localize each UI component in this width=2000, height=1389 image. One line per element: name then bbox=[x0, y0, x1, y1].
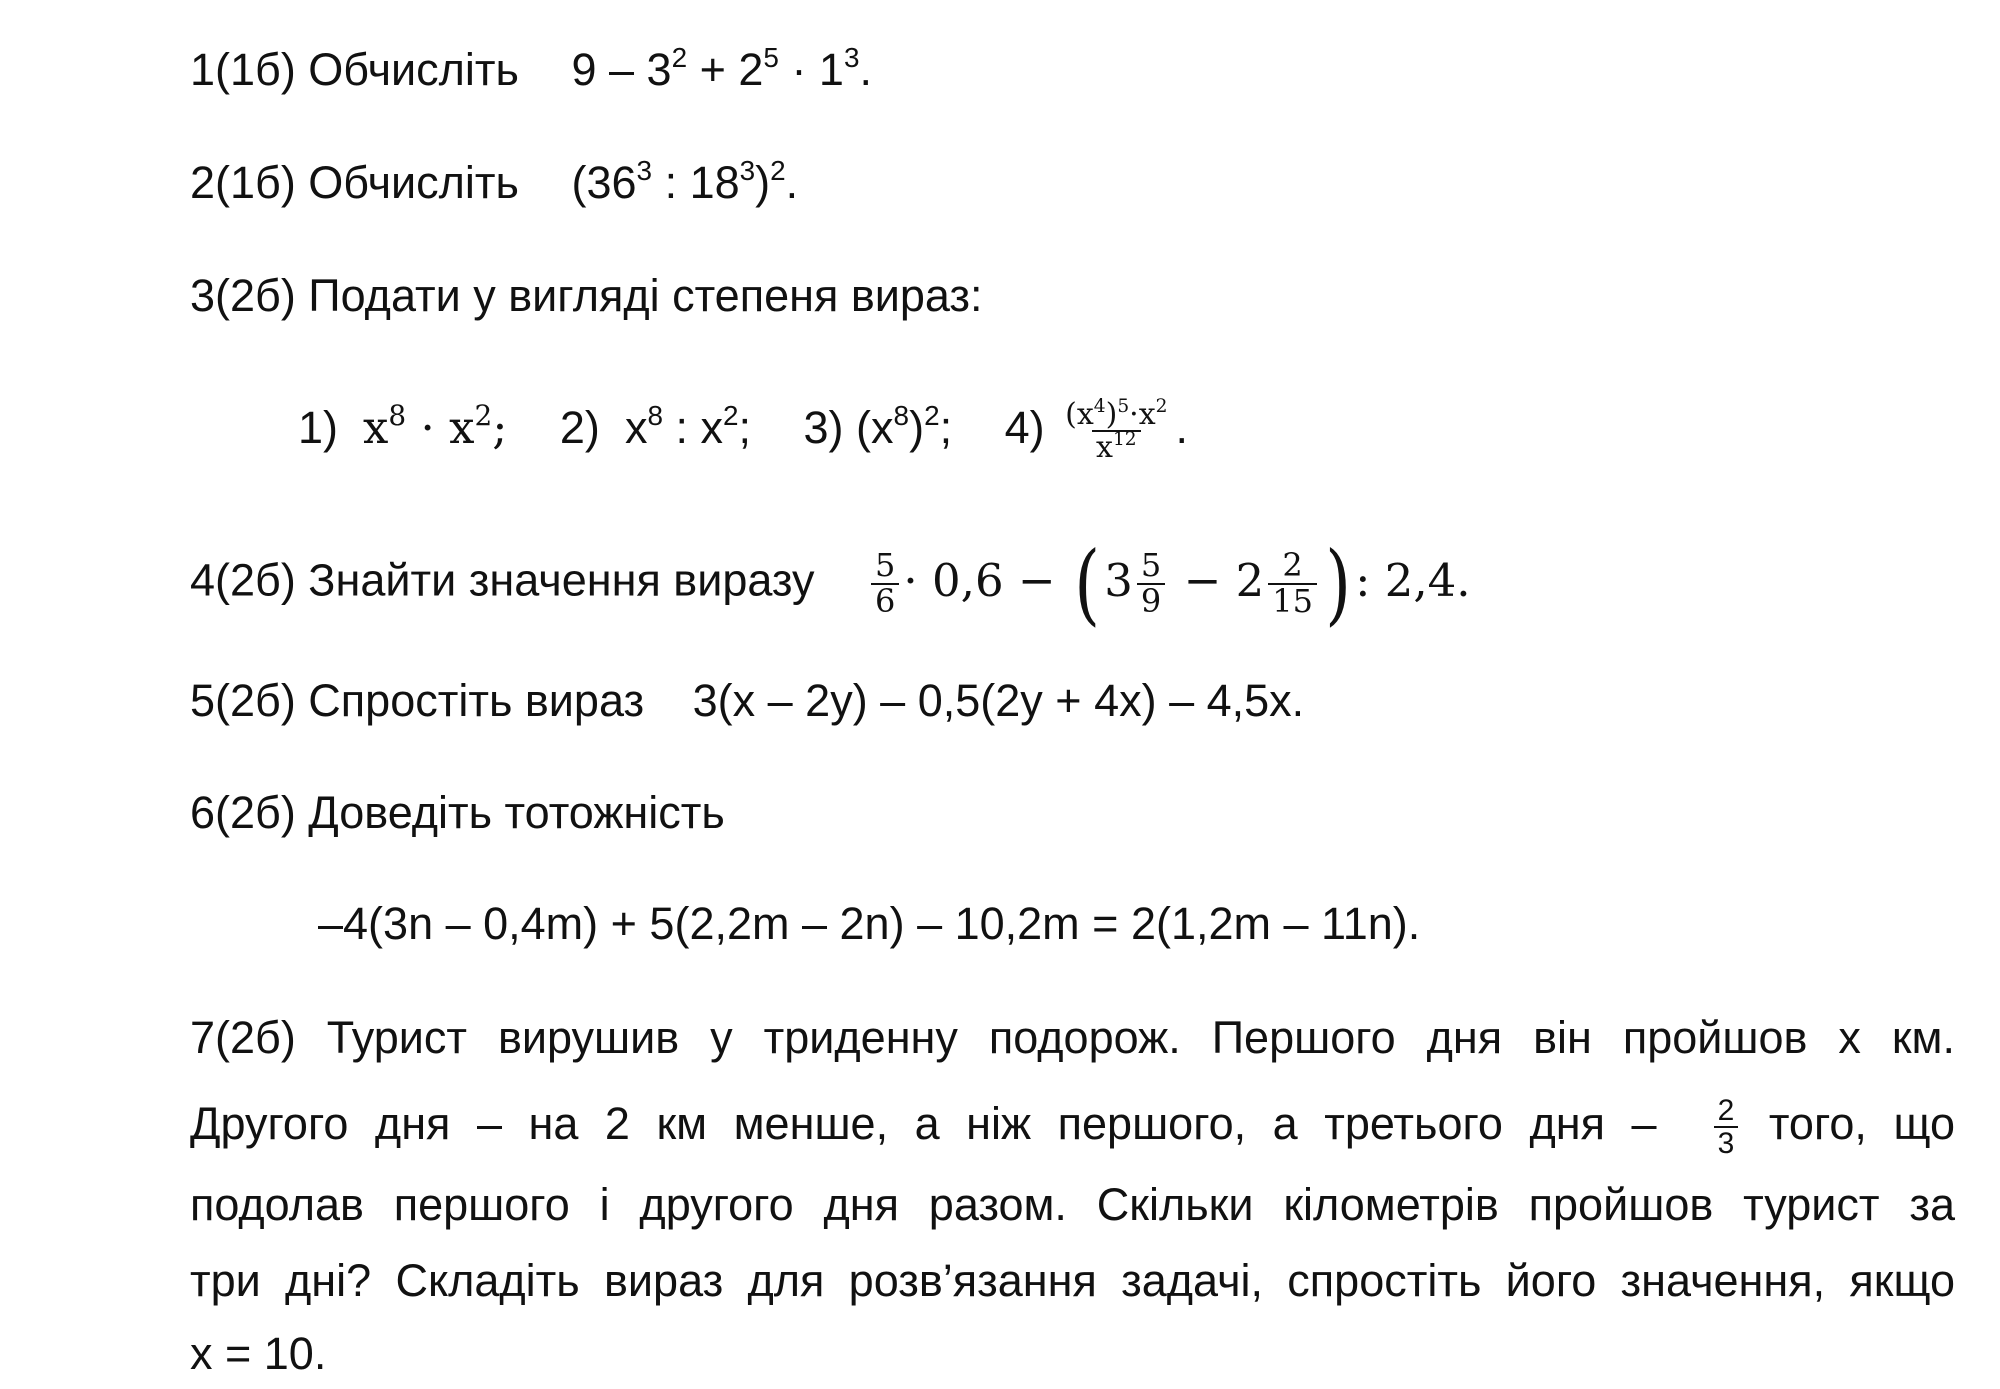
task-7-row-3: подолав першого і другого дня разом. Скільки кілометрів пройшов турист за bbox=[190, 1179, 1955, 1230]
task-4 bbox=[190, 532, 1471, 635]
task-7-row-5: x = 10. bbox=[190, 1328, 327, 1379]
task-4-label: 4(2б) Знайти значення виразу bbox=[190, 554, 815, 606]
task-6-expression: –4(3n – 0,4m) + 5(2,2m – 2n) – 10,2m = 2(1,2m – 11n). bbox=[318, 898, 1421, 949]
task-7-fraction: $\frac{2}{3}$ bbox=[1714, 1095, 1739, 1160]
task-1-expression: $9 - 3^2 + 2^5 \cdot 1^3$. bbox=[571, 41, 872, 95]
task-7 bbox=[190, 995, 1955, 1389]
task-7-row-1: 7(2б) Турист вирушив у триденну подорож. Першого дня він пройшов x км. bbox=[190, 1012, 1955, 1063]
task-3-fraction: $\frac{(x^4)^5\cdot x^2}{x^{12}}$ bbox=[1065, 395, 1168, 466]
task-3-label: 3(2б) Подати у вигляді степеня вираз: bbox=[190, 270, 983, 321]
task-1-label: 1(1б) Обчисліть bbox=[190, 44, 519, 95]
task-3-item-3: 3) $(x^8)^2$; bbox=[803, 399, 953, 453]
task-5-label: 5(2б) Спростіть вираз bbox=[190, 675, 645, 726]
task-1 bbox=[190, 40, 872, 100]
task-3-item-1: 1) $x^8 \cdot x^2$; bbox=[298, 398, 508, 454]
task-7-row-2: Другого дня – на 2 км менше, а ніж першого, а третього дня – $\frac{2}{3}$ того, що bbox=[190, 1093, 1955, 1161]
task-6-label: 6(2б) Доведіть тотожність bbox=[190, 787, 725, 838]
task-3-items bbox=[298, 395, 1188, 466]
task-5 bbox=[190, 671, 1304, 731]
task-2-expression: ($36^3$ : $18^3)^2$. bbox=[571, 154, 799, 208]
task-2-label: 2(1б) Обчисліть bbox=[190, 157, 519, 208]
task-4-expression: $\frac{5}{6}$ · 0,6 − (3 $\frac{5}{9}$ − 2 $\frac{2}{15}$ ): 2,4. bbox=[867, 554, 1471, 607]
task-2 bbox=[190, 153, 798, 213]
task-5-expression: 3(x – 2y) – 0,5(2y + 4x) – 4,5x. bbox=[692, 675, 1305, 726]
task-3-item-2: 2) $x^8$ : $x^2$; bbox=[559, 399, 751, 453]
task-7-row-4: три дні? Складіть вираз для розв’язання задачі, спростіть його значення, якщо bbox=[190, 1255, 1955, 1306]
task-3-item-4: 4) $\frac{(x^4)^5\cdot x^2}{x^{12}}$ . bbox=[1004, 395, 1188, 466]
